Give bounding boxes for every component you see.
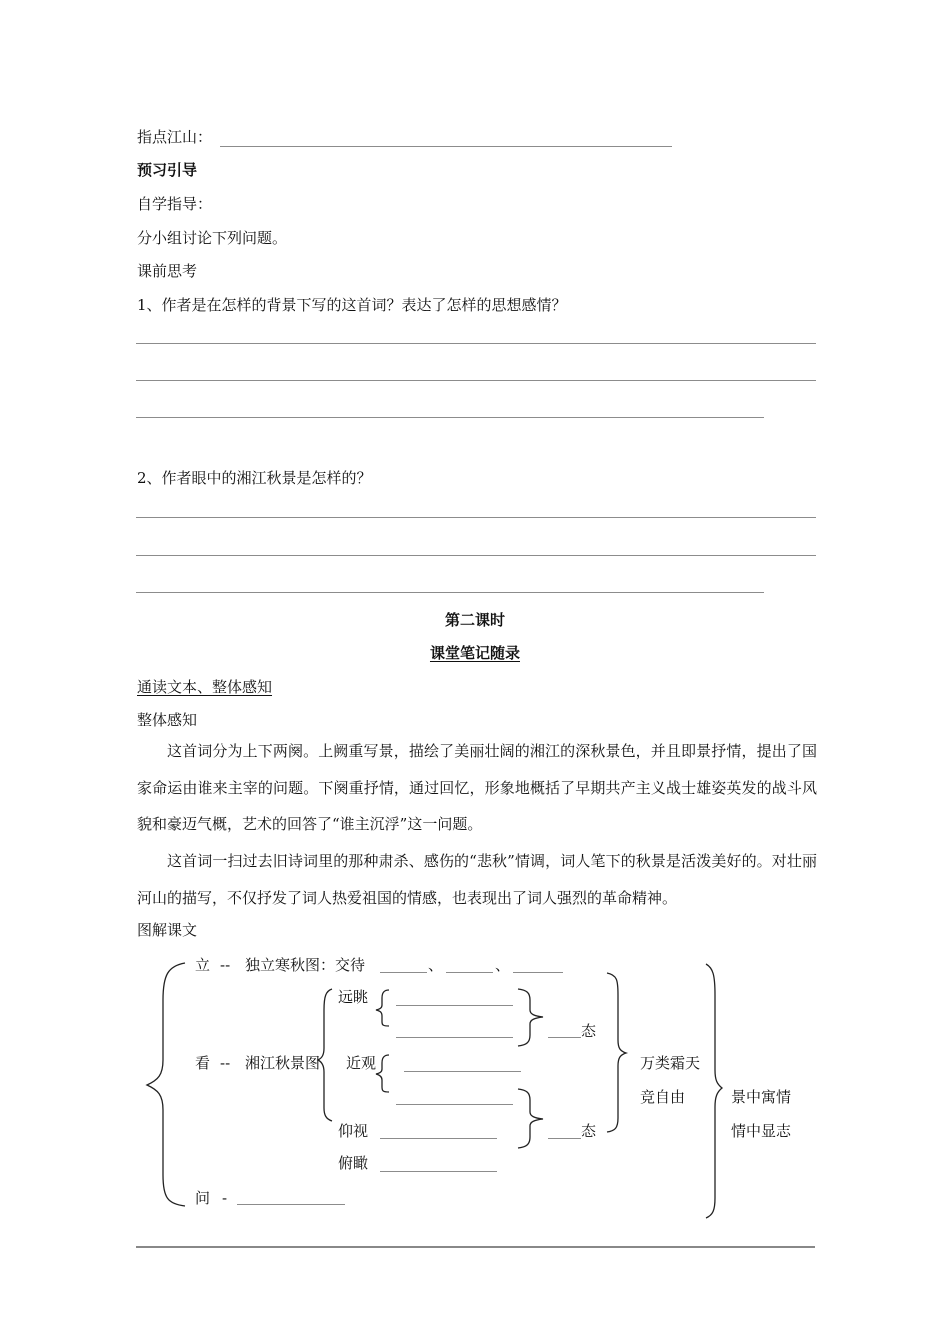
far-view-label: 远眺 bbox=[338, 988, 369, 1006]
lesson-title: 第二课时 bbox=[444, 611, 505, 629]
instruction-text: 分小组讨论下列问题。 bbox=[137, 229, 288, 247]
diagram-heading: 图解课文 bbox=[137, 921, 198, 939]
sub-heading: 整体感知 bbox=[137, 711, 198, 729]
question-1: 1、作者是在怎样的背景下写的这首词？表达了怎样的思想感情？ bbox=[137, 296, 567, 314]
blank-line[interactable] bbox=[396, 1104, 513, 1105]
right-brace-summary1 bbox=[607, 973, 626, 1132]
lesson-subtitle: 课堂笔记随录 bbox=[429, 644, 520, 662]
wen-label: 问 bbox=[195, 1189, 211, 1207]
left-brace-kan bbox=[318, 989, 332, 1121]
paragraph: 这首词分为上下两阕。上阙重写景，描绘了美丽壮阔的湘江的深秋景色，并且即景抒情，提出了国家命运由谁来主宰的问题。下阕重抒情，通过回忆，形象地概括了早期共产主义战士雄姿英发的战斗风貌和豪迈气概，艺术的回答了“谁主沉浮”这一问题。 bbox=[137, 742, 817, 833]
summary1-line2: 竞自由 bbox=[640, 1088, 686, 1106]
blank-line[interactable] bbox=[237, 1204, 345, 1205]
summary2-line1: 景中寓情 bbox=[731, 1088, 792, 1106]
summary2-line2: 情中显志 bbox=[731, 1122, 792, 1140]
paragraph: 这首词一扫过去旧诗词里的那种肃杀、感伤的“悲秋”情调，词人笔下的秋景是活泼美好的。对壮丽河山的描写，不仅抒发了词人热爱祖国的情感，也表现出了词人强烈的革命精神。 bbox=[137, 852, 817, 907]
down-view-label: 俯瞰 bbox=[338, 1154, 369, 1172]
kan-text: 湘江秋景图 bbox=[245, 1054, 321, 1072]
blank-line[interactable] bbox=[404, 1071, 521, 1072]
section-heading: 通读文本、整体感知 bbox=[137, 678, 273, 696]
blank-line[interactable] bbox=[446, 972, 493, 973]
blank-line[interactable] bbox=[396, 1005, 513, 1006]
footer-rule bbox=[136, 1246, 815, 1248]
state-label: 态 bbox=[581, 1122, 597, 1140]
blank-line[interactable] bbox=[513, 972, 563, 973]
preview-heading: 预习引导 bbox=[137, 161, 198, 179]
blank-line[interactable] bbox=[380, 1171, 497, 1172]
summary1-line1: 万类霜天 bbox=[640, 1054, 701, 1072]
left-brace-main bbox=[147, 963, 185, 1206]
self-study-label: 自学指导： bbox=[137, 195, 213, 213]
blank-line[interactable] bbox=[396, 1037, 513, 1038]
li-text: 独立寒秋图：交待 bbox=[245, 956, 366, 974]
state-label: 态 bbox=[581, 1022, 597, 1040]
kan-dash: -- bbox=[220, 1054, 231, 1072]
blank-line[interactable] bbox=[380, 1138, 497, 1139]
question-2: 2、作者眼中的湘江秋景是怎样的？ bbox=[137, 469, 372, 487]
li-dash: -- bbox=[220, 956, 231, 974]
right-brace-summary2 bbox=[706, 964, 722, 1218]
left-brace-near bbox=[376, 1055, 389, 1092]
right-brace-lower bbox=[518, 1089, 543, 1148]
blank-line[interactable] bbox=[548, 1037, 581, 1038]
near-view-label: 近观 bbox=[346, 1054, 377, 1072]
wen-dash: - bbox=[222, 1189, 228, 1207]
up-view-label: 仰视 bbox=[338, 1122, 369, 1140]
pointing-label: 指点江山： bbox=[137, 128, 213, 146]
separator: 、 bbox=[495, 956, 511, 974]
separator: 、 bbox=[428, 956, 444, 974]
blank-line[interactable] bbox=[548, 1138, 581, 1139]
left-brace-far bbox=[376, 990, 389, 1026]
li-label: 立 bbox=[195, 956, 211, 974]
kan-label: 看 bbox=[195, 1054, 211, 1072]
blank-line[interactable] bbox=[380, 972, 427, 973]
pre-class-heading: 课前思考 bbox=[137, 262, 198, 280]
right-brace-upper bbox=[518, 989, 543, 1046]
